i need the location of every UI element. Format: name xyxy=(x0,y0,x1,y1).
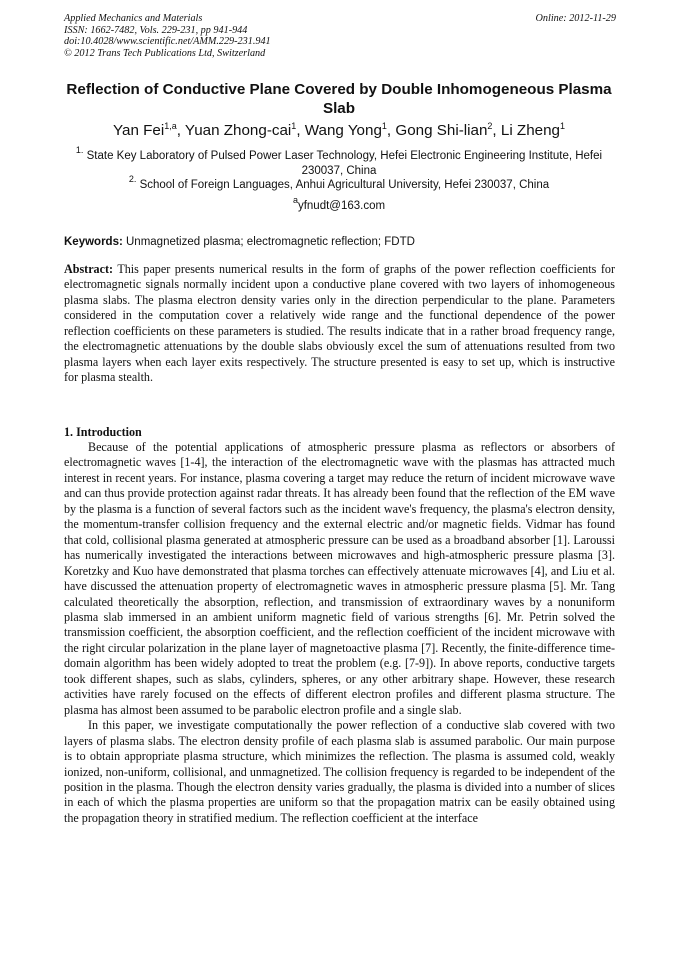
doi-line[interactable]: doi:10.4028/www.scientific.net/AMM.229-231.941 xyxy=(64,36,271,48)
section-heading-introduction: 1. Introduction xyxy=(64,425,142,439)
affiliation-text: School of Foreign Languages, Anhui Agricultural University, Hefei 230037, China xyxy=(139,179,550,191)
author-affiliation-mark: 1 xyxy=(559,121,565,131)
paragraph: In this paper, we investigate computationally the power reflection of a conductive slab covered with two layers of plasma slabs. The electron density profile of each plasma slab is assumed parabolic. Our main purpose is to obtain appropriate plasma structure, which minimizes the reflection. The plasma is assumed cold, weakly ionized, non-uniform, collisional, and unmagnetized. The collision frequency is regarded to be independent of the position in the plasma. Though the electron density varies gradually, the plasma is divided into a number of slices in each of which the plasma properties are uniform so that the propagation matrix can be easily obtained using the propagation theory in stratified medium. The reflection coefficient at the interface xyxy=(64,718,615,825)
abstract-label: Abstract: xyxy=(64,262,114,276)
email-address[interactable]: yfnudt@163.com xyxy=(297,200,386,212)
online-date: Online: 2012-11-29 xyxy=(535,13,616,24)
affiliation-1 xyxy=(64,145,614,179)
affiliation-mark: 2. xyxy=(128,174,137,184)
author-list: Yan Fei$^{1,a}$, Yuan Zhong-cai$^1$, Wang Yong$^1$, Gong Shi-lian$^2$, Li Zheng$^1$ xyxy=(113,121,565,139)
keywords-text: Unmagnetized plasma; electromagnetic reflection; FDTD xyxy=(126,236,415,248)
email-mark: a xyxy=(292,195,298,205)
author-name: Yan Fei xyxy=(113,122,165,139)
author-name: Li Zheng xyxy=(500,122,560,139)
author-affiliation-mark: 1,a xyxy=(164,121,177,131)
contact-email xyxy=(64,195,614,214)
affiliation-2 xyxy=(64,174,614,193)
author-name: Wang Yong xyxy=(304,122,382,139)
copyright-line: © 2012 Trans Tech Publications Ltd, Switzerland xyxy=(64,47,266,59)
affiliation-mark: 1. xyxy=(75,145,84,155)
paper-title: Reflection of Conductive Plane Covered by Double Inhomogeneous Plasma Slab xyxy=(66,81,612,117)
author-affiliation-mark: 1 xyxy=(291,121,297,131)
author-affiliation-mark: 1 xyxy=(381,121,387,131)
abstract xyxy=(64,262,615,386)
keywords xyxy=(64,235,614,250)
author-name: Yuan Zhong-cai xyxy=(184,122,292,139)
journal-header xyxy=(64,13,616,59)
affiliation-text: State Key Laboratory of Pulsed Power Laser Technology, Hefei Electronic Engineering Institute, Hefei 230037, China xyxy=(86,150,603,177)
author-affiliation-mark: 2 xyxy=(487,121,493,131)
journal-name: Applied Mechanics and Materials xyxy=(64,13,203,24)
paragraph: Because of the potential applications of atmospheric pressure plasma as reflectors or absorbers of electromagnetic waves [1-4], the interaction of the electromagnetic wave with the plasmas has attracted much interest in recent years. For instance, plasma covering a target may reduce the return of incident microwave wave and can thus provide protection against radar threats. It has already been found that the reflection of the EM wave by the plasma is a function of several factors such as the incident wave's frequency, the plasma's electron density, the momentum-transfer collision frequency and the external electric and/or magnetic fields. Vidmar has found that cold, collisional plasma generated at atmospheric pressure can be used as a broadband absorber [1]. Laroussi has numerically investigated the interactions between microwaves and high-atmospheric pressure plasma [3]. Koretzky and Kuo have demonstrated that plasma torches can effectively attenuate microwaves [4], and Liu et al. have discussed the attenuation property of electromagnetic waves in atmospheric pressure plasma [5]. Mr. Tang calculated theoretically the absorption, reflection, and transmission of extraordinary waves by a nonuniform plasma slab immersed in an ambient uniform magnetic field of various strengths [6]. Mr. Petrin solved the transmission coefficient, the absorption coefficient, and the reflection coefficient of the incident microwave with the right circular polarization in the plane layer of magnetoactive plasma [7]. Recently, the finite-difference time-domain algorithm has been widely adopted to treat the problem (e.g. [7-9]). In above reports, conductive targets took different shapes, such as slabs, cylinders, spheres, or any other arbitrary shape. However, these research activities have rarely focused on the effects of different electron profiles and different plasma structure. The plasma has almost been assumed to be parabolic electron profile and a single slab. xyxy=(64,440,615,717)
abstract-text: This paper presents numerical results in the form of graphs of the power reflection coefficients for electromagnetic signals normally incident upon a conductive plane covered with two layers of inhomogeneous plasma slabs. The plasma electron density varies only in the direction perpendicular to the plane. Parameters considered in the computation cover a relatively wide range and the functional dependence of the power reflection coefficients on these parameters is studied. The results indicate that in a rather broad frequency range, the electromagnetic attenuations by the double slabs obviously excel the sum of attenuations resulted from two plasma layers when each layer exits respectively. The structure presented is easy to set up, which is instructive for plasma stealth. xyxy=(64,262,615,385)
author-name: Gong Shi-lian xyxy=(395,122,488,139)
issn-line: ISSN: 1662-7482, Vols. 229-231, pp 941-944 xyxy=(64,24,248,36)
keywords-label: Keywords: xyxy=(64,236,123,248)
introduction-body xyxy=(64,440,615,826)
